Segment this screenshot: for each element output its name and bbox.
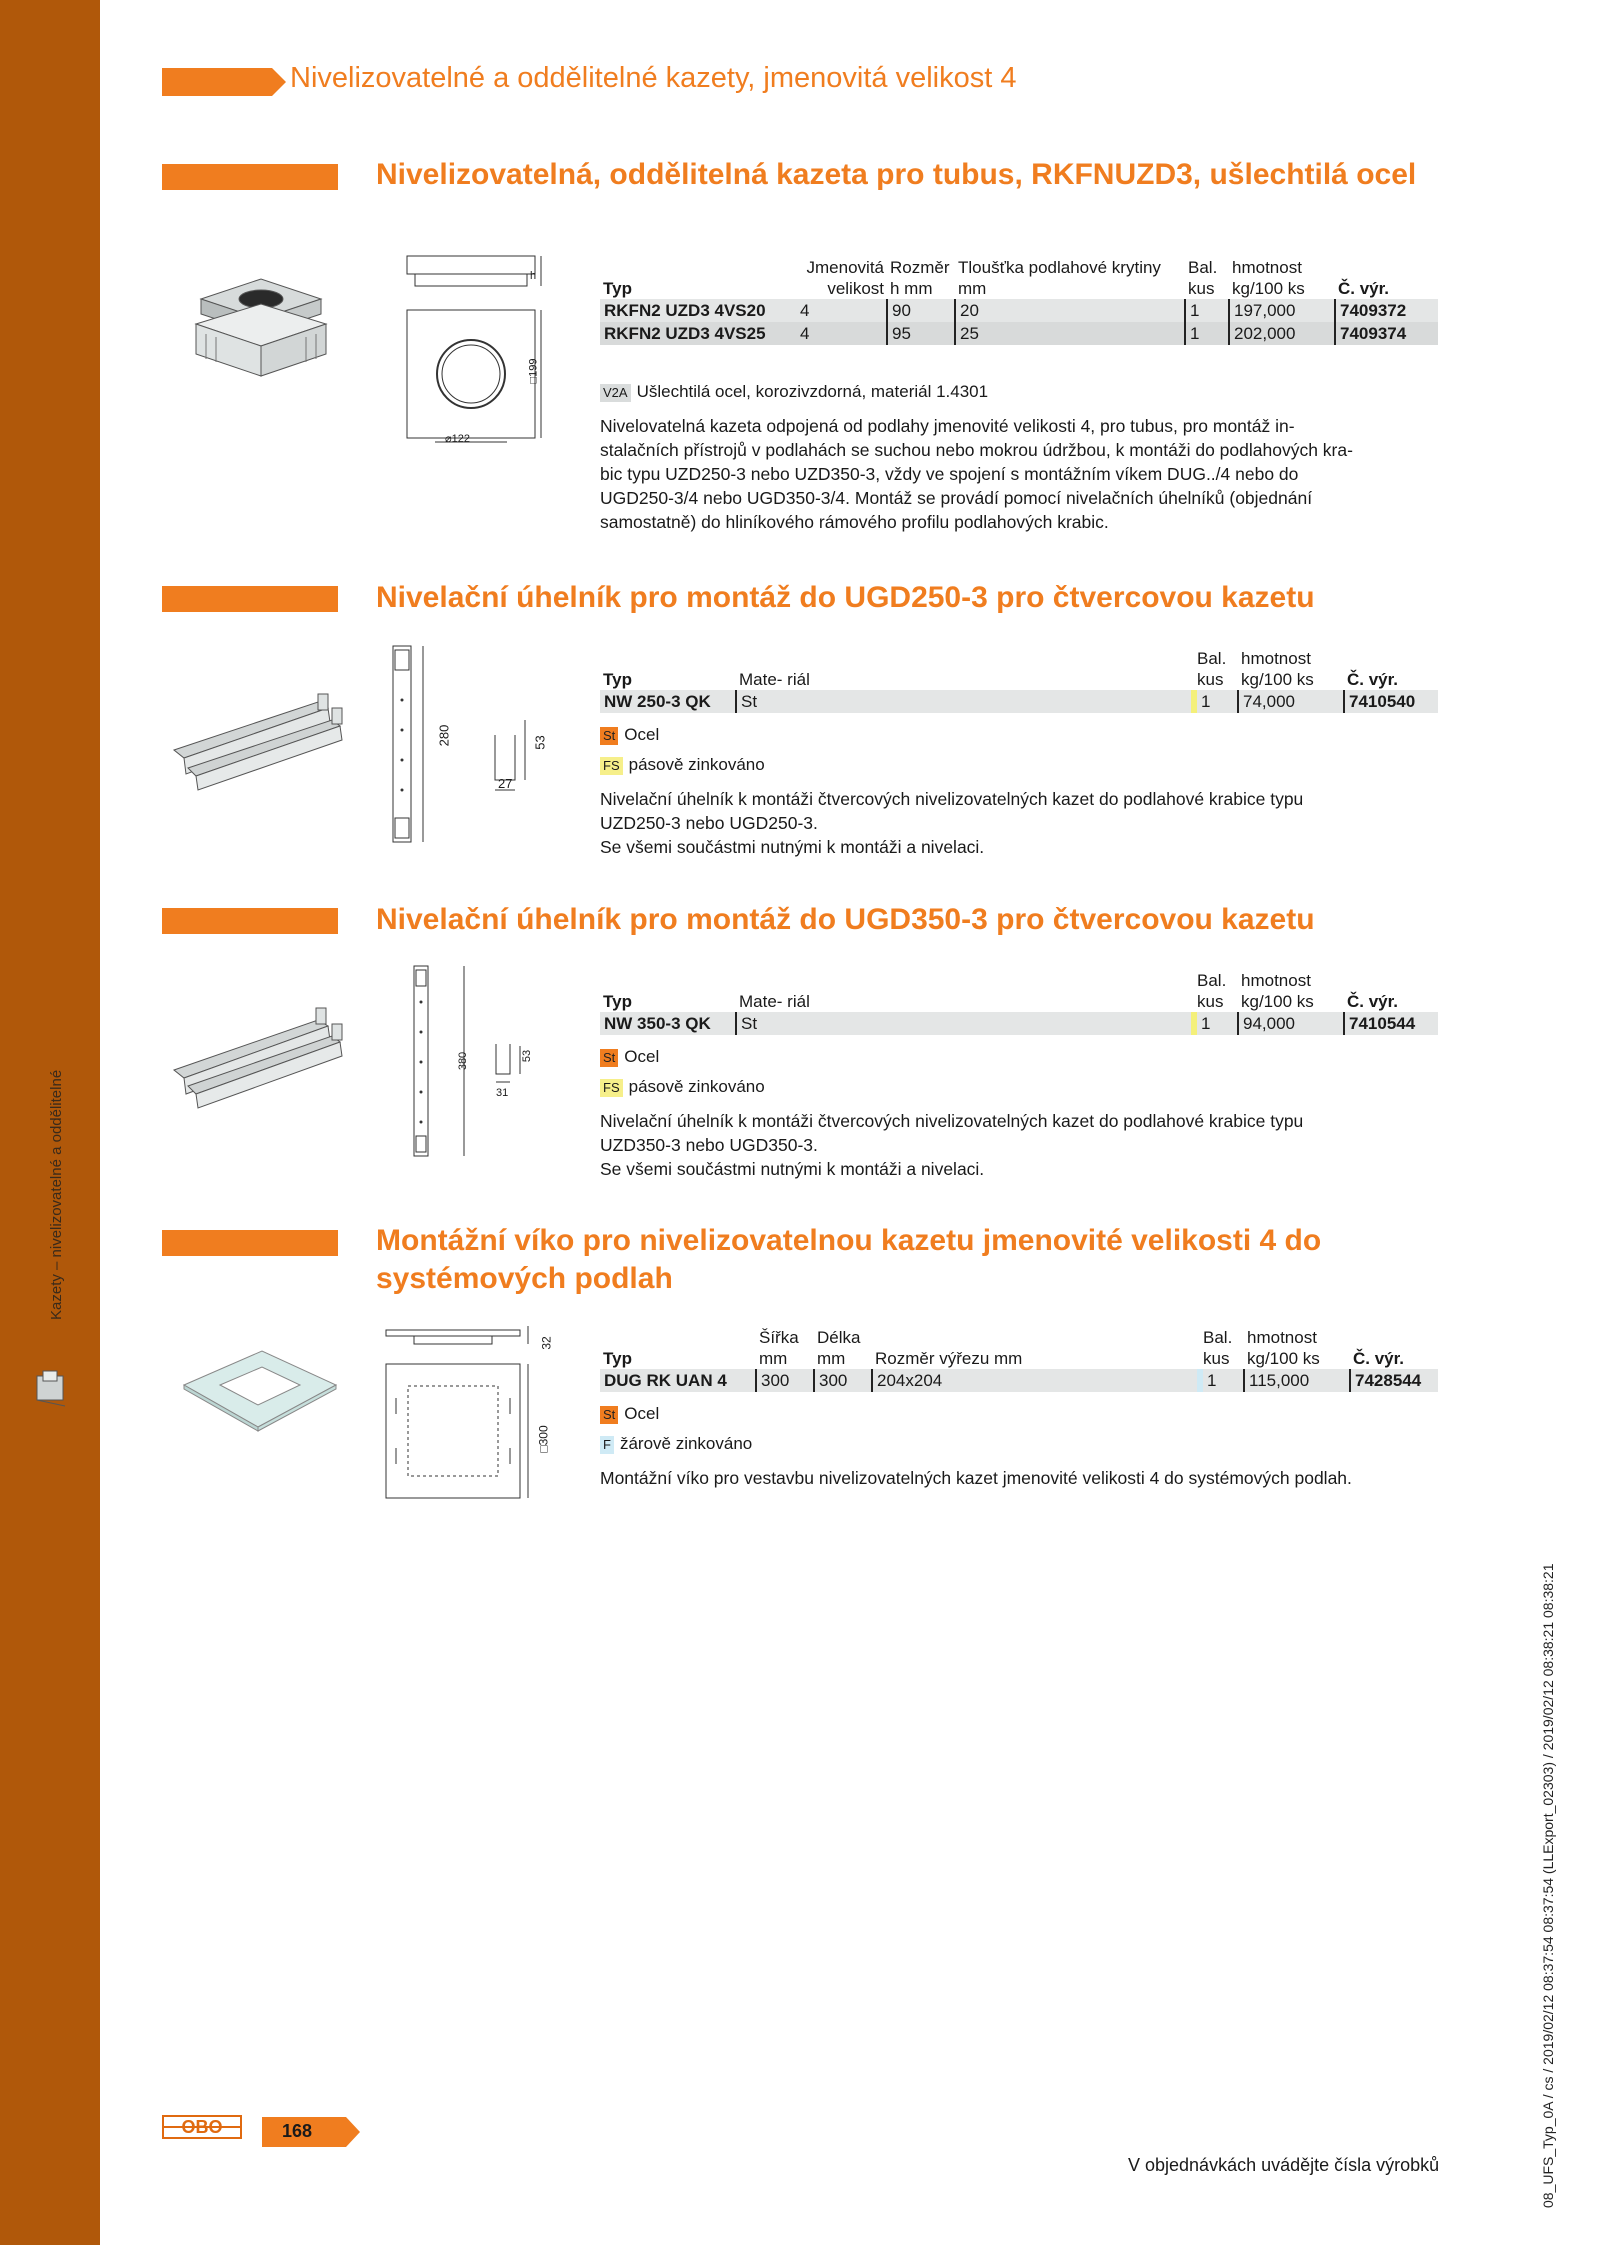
finish-badge: FS bbox=[600, 757, 623, 775]
technical-drawing-mounting-lid bbox=[378, 1318, 558, 1518]
product-table-3: Typ Mate- riál Bal. kus hmotnost kg/100 ks Č. výr. NW 350-3 QK St 1 94,000 7410544 bbox=[600, 970, 1438, 1035]
technical-drawing-cassette bbox=[395, 248, 545, 448]
finish-badge: FS bbox=[600, 1079, 623, 1097]
product-image-cassette bbox=[186, 264, 336, 394]
section-title-2: Nivelační úhelník pro montáž do UGD250-3 pro čtvercovou kazetu bbox=[376, 581, 1315, 614]
section-title-1: Nivelizovatelná, oddělitelná kazeta pro tubus, RKFNUZD3, ušlechtilá ocel bbox=[376, 158, 1417, 191]
material-legend-4: St Ocel F žárově zinkováno bbox=[600, 1402, 752, 1456]
dim-length: 380 bbox=[457, 1051, 470, 1071]
dim-height: 32 bbox=[539, 1336, 554, 1350]
material-legend-1: V2A Ušlechtilá ocel, korozivzdorná, materiál 1.4301 bbox=[600, 380, 988, 404]
section-bar bbox=[162, 908, 338, 934]
footer-note: V objednávkách uvádějte čísla výrobků bbox=[1128, 2155, 1440, 2175]
table-row: RKFN2 UZD3 4VS25 4 95 25 1 202,000 7409374 bbox=[600, 322, 1438, 345]
page-header: Nivelizovatelné a oddělitelné kazety, jmenovitá velikost 4 bbox=[290, 62, 1017, 94]
svg-text:OBO: OBO bbox=[181, 2117, 223, 2137]
section-bar bbox=[162, 164, 338, 190]
description-4: Montážní víko pro vestavbu nivelizovatelných kazet jmenovité velikosti 4 do systémových podlah. bbox=[600, 1468, 1352, 1488]
chapter-thumbnail bbox=[34, 1368, 68, 1408]
table-row: RKFN2 UZD3 4VS20 4 90 20 1 197,000 7409372 bbox=[600, 299, 1438, 322]
material-badge: St bbox=[600, 727, 618, 745]
product-image-bracket-350 bbox=[168, 1000, 348, 1110]
material-badge: St bbox=[600, 1406, 618, 1424]
description-3: Nivelační úhelník k montáži čtvercových nivelizovatelných kazet do podlahové krabice typu UZD350-3 nebo UGD350-3. Se všemi součástmi nutnými k montáži a nivelaci. bbox=[600, 1111, 1304, 1179]
dim-length: 280 bbox=[436, 724, 452, 747]
dim-diameter: ⌀122 bbox=[445, 433, 470, 445]
product-table-4: Typ Šířka mm Délka mm Rozměr výřezu mm Bal. kus hmotnost kg/100 ks Č. výr. DUG RK UAN 4 300 300 204x204 1 115,000 7428544 bbox=[600, 1327, 1438, 1392]
header-tab bbox=[162, 68, 272, 96]
product-table-2: Typ Mate- riál Bal. kus hmotnost kg/100 ks Č. výr. NW 250-3 QK St 1 74,000 7410540 bbox=[600, 648, 1438, 713]
product-image-mounting-lid bbox=[180, 1345, 340, 1435]
dim-height: 53 bbox=[521, 1049, 534, 1063]
dim-h: h bbox=[530, 270, 537, 282]
obo-logo bbox=[162, 2115, 242, 2139]
section-bar bbox=[162, 1230, 338, 1256]
description-1: Nivelovatelná kazeta odpojená od podlahy jmenovité velikosti 4, pro tubus, pro montáž in- stalačních přístrojů v podlahách se suchou nebo mokrou údržbou, k montáži do podlahových kra- bic typu UZD250-3 nebo UZD350-3, vždy ve spojení s montážním víkem DUG../4 nebo do UGD250-3/4 nebo UGD350-3/4. Montáž se provádí pomocí nivelačních úhelníků (objednání samostatně) do hliníkového rámového profilu podlahových krabic. bbox=[600, 416, 1353, 532]
dim-width: 27 bbox=[498, 776, 513, 791]
dim-side: □300 bbox=[536, 1425, 551, 1453]
dim-side: □199 bbox=[527, 358, 540, 384]
material-legend-3: St Ocel FS pásově zinkováno bbox=[600, 1045, 765, 1099]
dim-height: 53 bbox=[532, 735, 548, 750]
finish-badge: F bbox=[600, 1436, 614, 1454]
section-title-3: Nivelační úhelník pro montáž do UGD350-3 pro čtvercovou kazetu bbox=[376, 903, 1315, 936]
material-badge: St bbox=[600, 1049, 618, 1067]
product-table-1: Typ Jmenovitá velikost Rozměr h mm Tloušťka podlahové krytiny mm Bal. kus hmotnost kg/100 ks Č. výr. RKFN2 UZD3 4VS20 4 90 20 1 197,000 7409372 RKFN2 UZD3 4VS25 4 95 25 1 202,000 7409374 bbox=[600, 257, 1438, 345]
print-info: 08_UFS_Typ_0A / cs / 2019/02/12 08:37:54 08:37:54 (LLExport_02303) / 2019/02/12 08:38:21 08:38:21 bbox=[1540, 1563, 1556, 2208]
section-title-4: Montážní víko pro nivelizovatelnou kazetu jmenovité velikosti 4 do systémových podlah bbox=[376, 1224, 1322, 1295]
table-row: NW 250-3 QK St 1 74,000 7410540 bbox=[600, 690, 1438, 713]
product-image-bracket-250 bbox=[168, 690, 348, 800]
dim-width: 31 bbox=[496, 1087, 509, 1099]
technical-drawing-bracket-350 bbox=[400, 962, 560, 1162]
page-number: 168 bbox=[282, 2121, 313, 2141]
material-legend-2: St Ocel FS pásově zinkováno bbox=[600, 723, 765, 777]
description-2: Nivelační úhelník k montáži čtvercových nivelizovatelných kazet do podlahové krabice typu UZD250-3 nebo UGD250-3. Se všemi součástmi nutnými k montáži a nivelaci. bbox=[600, 789, 1304, 857]
table-row: DUG RK UAN 4 300 300 204x204 1 115,000 7428544 bbox=[600, 1369, 1438, 1392]
section-bar bbox=[162, 586, 338, 612]
material-badge: V2A bbox=[600, 384, 631, 402]
sidebar-chapter-label: Kazety – nivelizovatelné a oddělitelné bbox=[48, 1069, 65, 1320]
table-row: NW 350-3 QK St 1 94,000 7410544 bbox=[600, 1012, 1438, 1035]
